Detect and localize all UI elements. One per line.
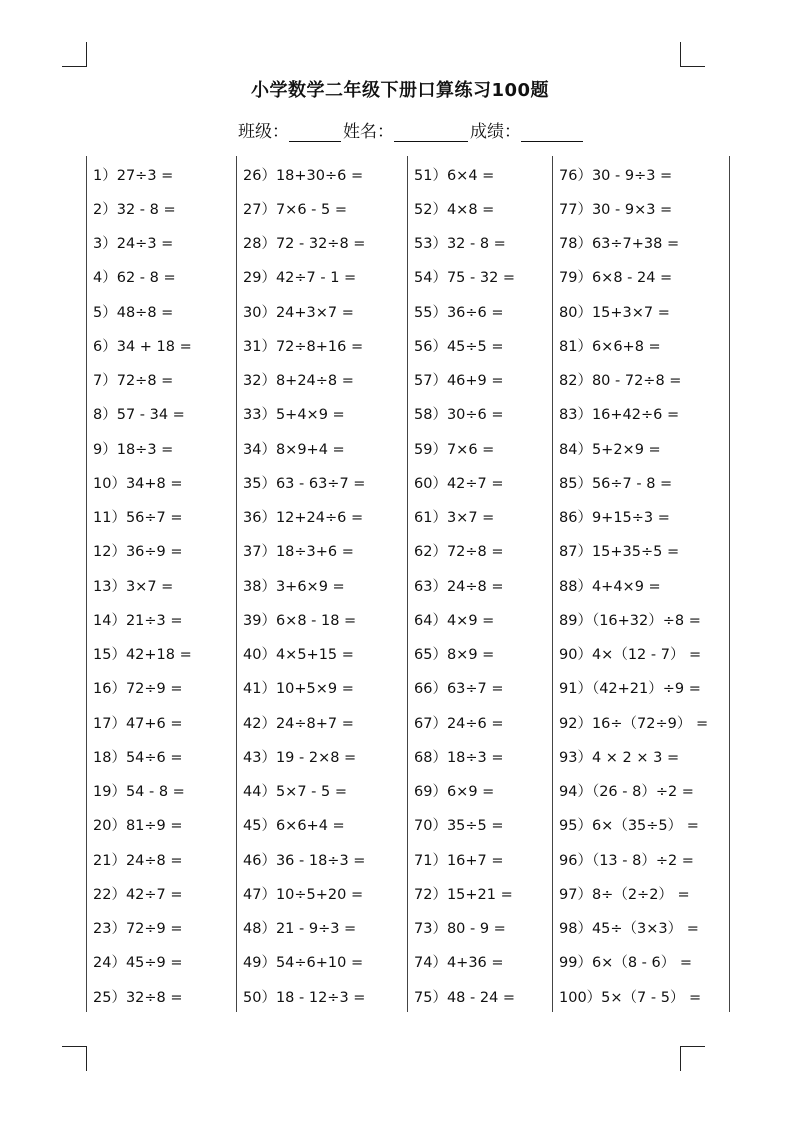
problem-row (236, 363, 354, 397)
problem-row (407, 157, 494, 191)
problem-row (552, 157, 672, 191)
problem-text: 1）27÷3 = (93, 167, 174, 184)
problem-text: 51）6×4 = (414, 167, 495, 184)
problem-row (552, 226, 679, 260)
problem-text: 88）4+4×9 = (559, 578, 661, 595)
problem-row (407, 911, 506, 945)
problem-text: 82）80 - 72÷8 = (559, 373, 682, 390)
problem-text: 57）46+9 = (414, 373, 504, 390)
problem-text: 24）45÷9 = (93, 955, 183, 972)
problem-text: 10）34+8 = (93, 475, 183, 492)
problem-row (407, 260, 515, 294)
problem-text: 79）6×8 - 24 = (559, 270, 673, 287)
problem-text: 32）8+24÷8 = (243, 373, 354, 390)
problem-text: 12）36÷9 = (93, 544, 183, 561)
problem-row (86, 328, 192, 362)
problem-row (552, 671, 701, 705)
problem-row (407, 500, 494, 534)
problem-row (552, 397, 679, 431)
problem-row (552, 534, 679, 568)
problem-row (86, 294, 173, 328)
problem-text: 83）16+42÷6 = (559, 407, 680, 424)
problem-row (407, 568, 504, 602)
problem-row (552, 191, 672, 225)
problem-text: 15）42+18 = (93, 647, 192, 664)
problem-text: 27）7×6 - 5 = (243, 201, 347, 218)
problem-row (407, 294, 504, 328)
problem-row (236, 294, 354, 328)
problem-row (407, 705, 504, 739)
problem-text: 22）42÷7 = (93, 886, 183, 903)
name-label: 姓名： (343, 122, 394, 142)
problem-text: 39）6×8 - 18 = (243, 612, 357, 629)
problem-text: 69）6×9 = (414, 784, 495, 801)
problem-row (552, 260, 672, 294)
problem-text: 89）（16+32）÷8 = (559, 612, 701, 629)
problem-row (236, 979, 365, 1013)
problem-text: 23）72÷9 = (93, 921, 183, 938)
problem-text: 96）（13 - 8）÷2 = (559, 852, 694, 869)
problem-row (552, 637, 701, 671)
problem-row (407, 363, 504, 397)
problem-text: 91）（42+21）÷9 = (559, 681, 701, 698)
problem-text: 6）34 + 18 = (93, 338, 192, 355)
problem-row (407, 739, 504, 773)
problem-row (86, 705, 183, 739)
problem-text: 70）35÷5 = (414, 818, 504, 835)
problem-text: 63）24÷8 = (414, 578, 504, 595)
problem-text: 18）54÷6 = (93, 749, 183, 766)
problem-text: 86）9+15÷3 = (559, 510, 670, 527)
problem-row (552, 876, 690, 910)
problem-row (552, 465, 672, 499)
problem-text: 75）48 - 24 = (414, 989, 516, 1006)
problem-text: 78）63÷7+38 = (559, 236, 680, 253)
problem-text: 47）10÷5+20 = (243, 886, 364, 903)
problem-text: 68）18÷3 = (414, 749, 504, 766)
problem-text: 8）57 - 34 = (93, 407, 185, 424)
problem-row (552, 979, 701, 1013)
problem-row (236, 465, 365, 499)
problem-text: 9）18÷3 = (93, 441, 174, 458)
problem-text: 90）4×（12 - 7） = (559, 647, 702, 664)
problem-row (552, 431, 661, 465)
problem-text: 94）（26 - 8）÷2 = (559, 784, 694, 801)
problem-text: 100）5×（7 - 5） = (559, 989, 702, 1006)
problem-text: 92）16÷（72÷9） = (559, 715, 709, 732)
problem-row (86, 363, 173, 397)
problem-row (407, 534, 504, 568)
problem-row (552, 945, 692, 979)
problem-row (86, 260, 176, 294)
problem-text: 81）6×6+8 = (559, 338, 661, 355)
problem-text: 85）56÷7 - 8 = (559, 475, 673, 492)
problem-text: 36）12+24÷6 = (243, 510, 364, 527)
problem-text: 34）8×9+4 = (243, 441, 345, 458)
problem-text: 97）8÷（2÷2） = (559, 886, 690, 903)
problem-row (86, 191, 176, 225)
problem-text: 20）81÷9 = (93, 818, 183, 835)
problem-text: 52）4×8 = (414, 201, 495, 218)
problem-text: 76）30 - 9÷3 = (559, 167, 673, 184)
problem-row (407, 945, 504, 979)
problem-text: 67）24÷6 = (414, 715, 504, 732)
problem-row (552, 739, 679, 773)
problem-row (407, 774, 494, 808)
problem-row (86, 637, 192, 671)
problem-text: 73）80 - 9 = (414, 921, 506, 938)
problem-row (236, 876, 363, 910)
problem-text: 2）32 - 8 = (93, 201, 176, 218)
problem-row (236, 157, 363, 191)
problem-row (236, 431, 345, 465)
problem-text: 93）4 × 2 × 3 = (559, 749, 680, 766)
problem-text: 64）4×9 = (414, 612, 495, 629)
problem-row (236, 842, 365, 876)
problem-row (552, 328, 661, 362)
problem-row (86, 842, 183, 876)
problem-row (86, 739, 183, 773)
problem-text: 66）63÷7 = (414, 681, 504, 698)
problem-text: 62）72÷8 = (414, 544, 504, 561)
problem-row (86, 671, 183, 705)
problem-text: 35）63 - 63÷7 = (243, 475, 366, 492)
problem-text: 25）32÷8 = (93, 989, 183, 1006)
problem-row (86, 876, 183, 910)
problem-row (407, 979, 515, 1013)
problem-row (552, 602, 701, 636)
problem-row (552, 774, 694, 808)
problem-row (236, 739, 356, 773)
problem-row (86, 568, 173, 602)
score-label: 成绩： (470, 122, 521, 142)
problem-text: 37）18÷3+6 = (243, 544, 354, 561)
problem-row (236, 534, 354, 568)
problem-row (236, 191, 347, 225)
problem-text: 17）47+6 = (93, 715, 183, 732)
problem-row (86, 431, 173, 465)
problem-text: 46）36 - 18÷3 = (243, 852, 366, 869)
problem-row (236, 774, 347, 808)
problem-row (236, 911, 356, 945)
problem-text: 80）15+3×7 = (559, 304, 670, 321)
problem-row (236, 226, 365, 260)
problem-text: 45）6×6+4 = (243, 818, 345, 835)
problem-text: 95）6×（35÷5） = (559, 818, 699, 835)
problem-text: 31）72÷8+16 = (243, 338, 364, 355)
problem-text: 11）56÷7 = (93, 510, 183, 527)
problem-row (407, 465, 504, 499)
problem-text: 50）18 - 12÷3 = (243, 989, 366, 1006)
problem-row (236, 705, 354, 739)
problem-text: 55）36÷6 = (414, 304, 504, 321)
problem-text: 5）48÷8 = (93, 304, 174, 321)
problem-text: 4）62 - 8 = (93, 270, 176, 287)
problem-text: 98）45÷（3×3） = (559, 921, 699, 938)
problem-row (236, 568, 345, 602)
page-title: 小学数学二年级下册口算练习100题 (250, 80, 550, 101)
problem-text: 42）24÷8+7 = (243, 715, 354, 732)
problem-text: 21）24÷8 = (93, 852, 183, 869)
problem-row (86, 397, 185, 431)
problem-row (407, 637, 494, 671)
problem-text: 56）45÷5 = (414, 338, 504, 355)
problem-text: 40）4×5+15 = (243, 647, 354, 664)
problem-text: 26）18+30÷6 = (243, 167, 364, 184)
problem-row (407, 602, 494, 636)
problem-row (552, 363, 681, 397)
problem-row (236, 945, 363, 979)
problem-text: 58）30÷6 = (414, 407, 504, 424)
problem-text: 60）42÷7 = (414, 475, 504, 492)
problem-text: 49）54÷6+10 = (243, 955, 364, 972)
problem-text: 53）32 - 8 = (414, 236, 506, 253)
problem-text: 65）8×9 = (414, 647, 495, 664)
problem-text: 59）7×6 = (414, 441, 495, 458)
problem-text: 71）16+7 = (414, 852, 504, 869)
problem-text: 30）24+3×7 = (243, 304, 354, 321)
problem-row (552, 568, 661, 602)
problem-text: 84）5+2×9 = (559, 441, 661, 458)
problem-text: 29）42÷7 - 1 = (243, 270, 357, 287)
problem-row (552, 911, 699, 945)
problem-row (86, 534, 183, 568)
problem-row (86, 157, 173, 191)
problem-row (236, 500, 363, 534)
problem-row (86, 911, 183, 945)
problem-row (86, 226, 173, 260)
problem-row (552, 705, 708, 739)
problem-row (552, 842, 694, 876)
problem-text: 87）15+35÷5 = (559, 544, 680, 561)
problem-text: 14）21÷3 = (93, 612, 183, 629)
problem-text: 13）3×7 = (93, 578, 174, 595)
problem-text: 72）15+21 = (414, 886, 513, 903)
problem-text: 38）3+6×9 = (243, 578, 345, 595)
problem-row (552, 294, 670, 328)
problem-row (86, 465, 183, 499)
problem-row (407, 328, 504, 362)
problem-row (407, 842, 504, 876)
problem-row (236, 328, 363, 362)
problem-row (86, 774, 185, 808)
problem-row (86, 979, 183, 1013)
problem-text: 33）5+4×9 = (243, 407, 345, 424)
problem-row (236, 671, 354, 705)
class-label: 班级： (238, 122, 289, 142)
problem-row (407, 226, 506, 260)
problem-text: 41）10+5×9 = (243, 681, 354, 698)
problem-row (407, 397, 504, 431)
problem-row (86, 602, 183, 636)
problem-row (236, 637, 354, 671)
problem-text: 99）6×（8 - 6） = (559, 955, 692, 972)
problem-row (407, 431, 494, 465)
problem-text: 28）72 - 32÷8 = (243, 236, 366, 253)
problem-row (86, 945, 183, 979)
problem-row (552, 500, 670, 534)
problem-text: 74）4+36 = (414, 955, 504, 972)
problem-row (236, 260, 356, 294)
problem-text: 54）75 - 32 = (414, 270, 516, 287)
column-divider (729, 156, 730, 1012)
problem-row (86, 808, 183, 842)
problem-text: 77）30 - 9×3 = (559, 201, 673, 218)
problem-text: 43）19 - 2×8 = (243, 749, 357, 766)
problem-text: 61）3×7 = (414, 510, 495, 527)
problem-row (407, 191, 494, 225)
problem-row (236, 397, 345, 431)
problem-row (552, 808, 699, 842)
problem-text: 7）72÷8 = (93, 373, 174, 390)
problem-row (407, 808, 504, 842)
problem-text: 44）5×7 - 5 = (243, 784, 347, 801)
problem-row (236, 602, 356, 636)
problem-row (407, 671, 504, 705)
problem-text: 19）54 - 8 = (93, 784, 185, 801)
problem-text: 16）72÷9 = (93, 681, 183, 698)
problem-text: 48）21 - 9÷3 = (243, 921, 357, 938)
problem-row (407, 876, 513, 910)
problem-row (86, 500, 183, 534)
problem-text: 3）24÷3 = (93, 236, 174, 253)
problem-row (236, 808, 345, 842)
